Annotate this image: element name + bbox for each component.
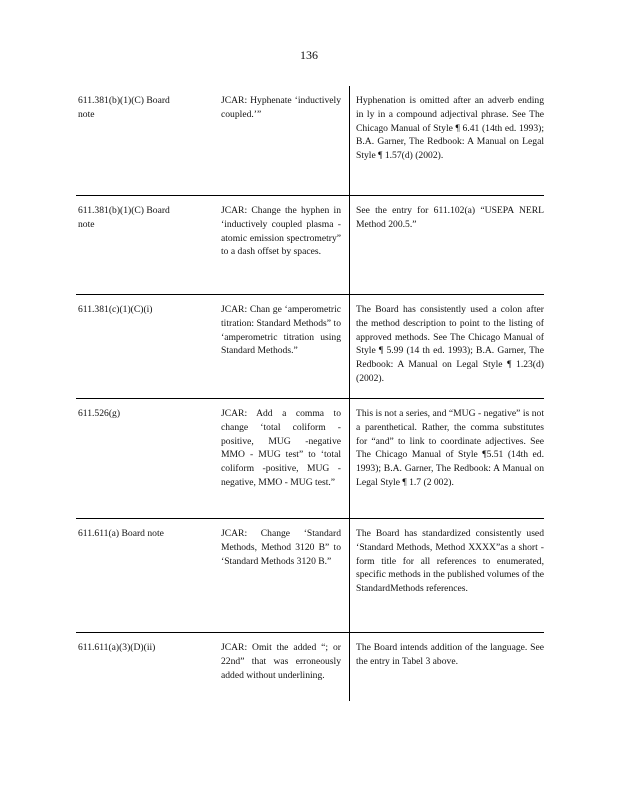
- comment-cell: The Board has consistently used a colon after the method description to point to the listing of approved methods. See The Chicago Manual of Style ¶ 5.99 (14 th ed. 1993); B.A. Garner, The Redbook: A Manual on Legal Style ¶ 1.23(d) (2002).: [349, 295, 544, 398]
- change-cell: JCAR: Change the hyphen in ‘inductively coupled plasma -atomic emission spectrometry” to a dash offset by spaces.: [221, 205, 341, 258]
- table-row: [76, 399, 544, 519]
- section-cell: 611.526(g): [78, 408, 121, 419]
- comment-cell: The Board intends addition of the language. See the entry in Tabel 3 above.: [349, 633, 544, 701]
- table-row: [76, 196, 544, 295]
- section-cell: 611.381(b)(1)(C) Board note: [78, 205, 170, 230]
- table-row: [76, 295, 544, 399]
- comment-cell: See the entry for 611.102(a) “USEPA NERL Method 200.5.”: [349, 196, 544, 294]
- change-cell: JCAR: Change ‘Standard Methods, Method 3120 B” to ‘Standard Methods 3120 B.”: [221, 528, 341, 567]
- section-cell: 611.381(c)(1)(C)(i): [78, 304, 153, 315]
- comment-cell: This is not a series, and “MUG - negative” is not a parenthetical. Rather, the comma substitutes for “and” to link to coordinate adjectives. See The Chicago Manual of Style ¶5.51 (14th ed. 1993); B.A. Garner, The Redbook: A Manual on Legal Style ¶ 1.7 (2 002).: [349, 399, 544, 518]
- change-cell: JCAR: Hyphenate ‘inductively coupled.’”: [221, 95, 341, 120]
- page-number: 136: [300, 48, 318, 62]
- comment-cell: Hyphenation is omitted after an adverb ending in ly in a compound adjectival phrase. See The Chicago Manual of Style ¶ 6.41 (14th ed. 1993); B.A. Garner, The Redbook: A Manual on Legal Style ¶ 1.57(d) (2002).: [349, 86, 544, 195]
- table-row: [76, 519, 544, 633]
- change-cell: JCAR: Chan ge ‘amperometric titration: Standard Methods” to ‘amperometric titration using Standard Methods.”: [221, 304, 341, 357]
- comment-table: [76, 86, 544, 701]
- change-cell: JCAR: Omit the added “; or 22nd” that was erroneously added without underlining.: [221, 642, 341, 681]
- section-cell: 611.381(b)(1)(C) Board note: [78, 95, 170, 120]
- section-cell: 611.611(a)(3)(D)(ii): [78, 642, 156, 653]
- section-cell: 611.611(a) Board note: [78, 528, 164, 539]
- table-row: [76, 633, 544, 701]
- change-cell: JCAR: Add a comma to change ‘total coliform -positive, MUG -negative MMO - MUG test” to ‘total coliform -positive, MUG -negative, MMO - MUG test.”: [221, 408, 341, 488]
- table-row: [76, 86, 544, 196]
- comment-cell: The Board has standardized consistently used ‘Standard Methods, Method XXXX”as a short - form title for all references to enumerated, specific methods in the published volumes of the StandardMethods references.: [349, 519, 544, 632]
